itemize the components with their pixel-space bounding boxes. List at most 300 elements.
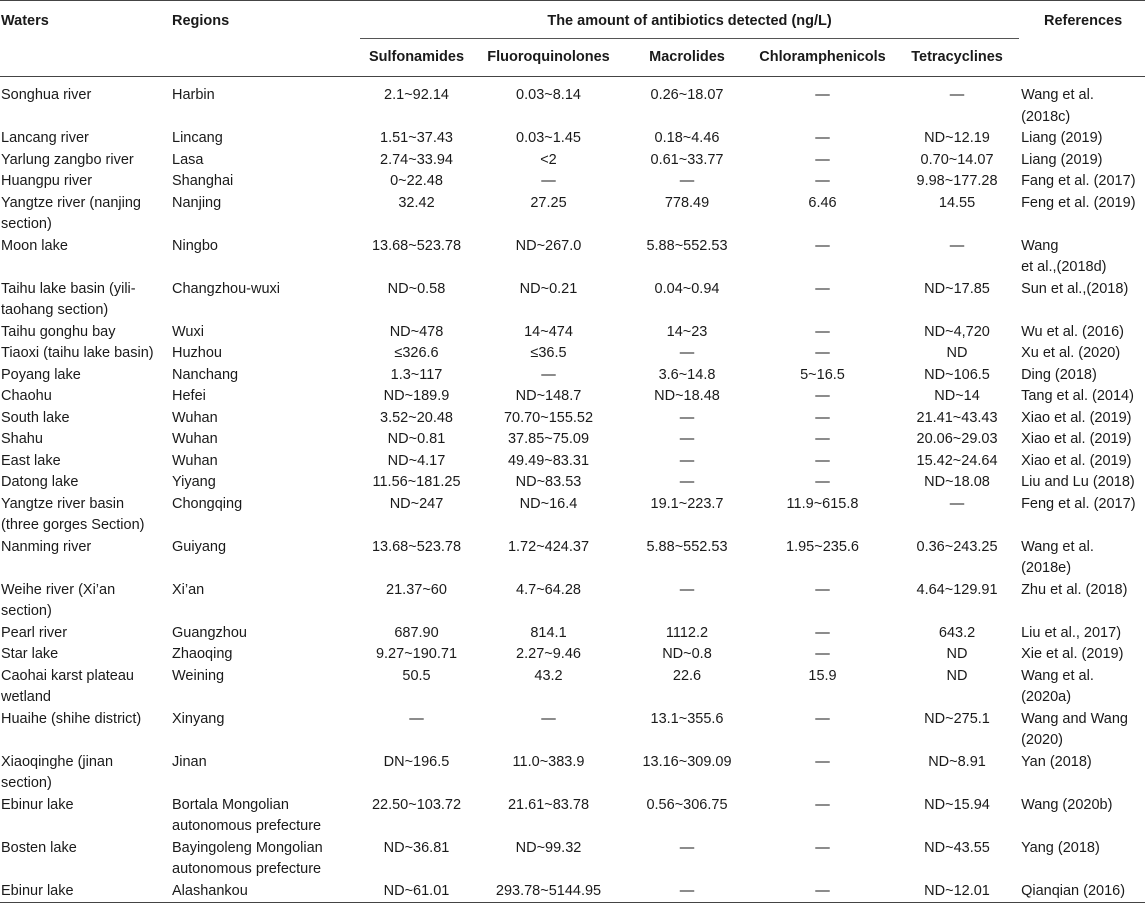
cell-chloramphenicols: —	[815, 581, 830, 598]
cell-waters	[0, 193, 172, 236]
cell-macrolides: 0.56~306.75	[646, 796, 728, 813]
cell-waters	[0, 881, 172, 903]
cell-tetracyclines: 9.98~177.28	[916, 173, 998, 189]
cell-chloramphenicols: —	[815, 710, 830, 727]
cell-macrolides: 0.18~4.46	[654, 130, 720, 146]
cell-reference-line: Liu et al., 2017)	[1021, 624, 1122, 641]
cell-region-line: autonomous prefecture	[172, 818, 322, 834]
cell-reference-line: Wang and Wang	[1021, 710, 1128, 727]
cell-macrolides: 13.1~355.6	[650, 710, 724, 727]
cell-chloramphenicols: —	[815, 839, 830, 856]
cell-region-line: Hefei	[172, 388, 206, 404]
cell-fluoroquinolones: 0.03~1.45	[516, 130, 581, 146]
cell-region-line: Wuhan	[172, 452, 218, 469]
cell-fluoroquinolones: ND~99.32	[515, 839, 582, 856]
cell-macrolides: 5.88~552.53	[646, 237, 728, 254]
cell-chloramphenicols: 15.9	[808, 667, 837, 684]
cell-region-line: Weining	[172, 667, 225, 684]
cell-chloramphenicols: —	[815, 624, 830, 641]
cell-fluoroquinolones: 814.1	[530, 624, 567, 641]
cell-region-line: Bayingoleng Mongolian	[172, 839, 323, 856]
cell-tetracyclines: ND	[946, 646, 968, 662]
cell-region	[172, 128, 360, 150]
table-row	[0, 494, 1145, 537]
cell-tetracyclines: —	[949, 495, 965, 512]
cell-waters-line: Nanming river	[1, 538, 92, 555]
cell-chloramphenicols: —	[815, 474, 830, 490]
header-sulfonamides: Sulfonamides	[368, 48, 465, 65]
cell-tetracyclines: 0.36~243.25	[916, 538, 998, 555]
cell-sulfonamides: 13.68~523.78	[371, 237, 462, 254]
cell-reference-line: Fang et al. (2017)	[1021, 173, 1136, 189]
cell-waters-line: Lancang river	[1, 130, 89, 146]
cell-reference	[1019, 494, 1145, 537]
cell-region-line: Yiyang	[172, 474, 216, 490]
cell-chloramphenicols: —	[815, 409, 830, 426]
cell-reference	[1019, 365, 1145, 387]
cell-sulfonamides: 1.3~117	[390, 366, 443, 383]
cell-sulfonamides: 687.90	[394, 624, 439, 641]
cell-region	[172, 386, 360, 408]
cell-region	[172, 494, 360, 537]
cell-reference-line: Sun et al.,(2018)	[1021, 280, 1129, 297]
cell-reference	[1019, 279, 1145, 322]
cell-region	[172, 150, 360, 172]
cell-waters	[0, 429, 172, 451]
cell-waters	[0, 322, 172, 344]
cell-fluoroquinolones: ND~0.21	[519, 280, 578, 297]
cell-reference	[1019, 386, 1145, 408]
cell-region-line: Shanghai	[172, 173, 234, 189]
cell-chloramphenicols: —	[815, 130, 830, 146]
cell-waters-line: East lake	[1, 452, 61, 469]
cell-waters-line: section)	[1, 216, 52, 232]
cell-macrolides: —	[679, 839, 695, 856]
cell-sulfonamides: ND~0.58	[387, 280, 446, 297]
cell-reference	[1019, 580, 1145, 623]
cell-tetracyclines: ND~12.01	[895, 881, 1019, 903]
cell-reference-line: Liang (2019)	[1021, 151, 1103, 168]
cell-waters-line: wetland	[1, 689, 51, 705]
cell-waters-line: (three gorges Section)	[1, 517, 145, 533]
cell-fluoroquinolones: 4.7~64.28	[516, 581, 581, 598]
cell-region	[172, 752, 360, 795]
cell-waters-line: Yangtze river basin	[1, 495, 125, 512]
cell-waters-line: Xiaoqinghe (jinan	[1, 753, 114, 770]
cell-reference-line: Xie et al. (2019)	[1021, 646, 1124, 662]
cell-reference	[1019, 150, 1145, 172]
cell-chloramphenicols: —	[815, 796, 830, 813]
cell-sulfonamides: DN~196.5	[383, 753, 450, 770]
cell-fluoroquinolones: 293.78~5144.95	[473, 881, 624, 903]
table-row	[0, 537, 1145, 580]
cell-region-line: Changzhou-wuxi	[172, 280, 281, 297]
cell-reference-line: Liang (2019)	[1021, 130, 1103, 146]
header-tetracyclines: Tetracyclines	[911, 48, 1003, 65]
cell-fluoroquinolones: ND~148.7	[515, 388, 582, 404]
cell-reference-line: Yan (2018)	[1021, 753, 1092, 770]
cell-macrolides: 19.1~223.7	[650, 495, 724, 512]
cell-chloramphenicols: —	[815, 753, 830, 770]
cell-sulfonamides: 50.5	[402, 667, 431, 684]
cell-macrolides: —	[679, 409, 695, 426]
cell-tetracyclines: ND~8.91	[928, 753, 986, 770]
cell-macrolides: —	[679, 345, 695, 361]
cell-reference	[1019, 881, 1145, 903]
cell-waters-line: Huangpu river	[1, 173, 93, 189]
cell-waters	[0, 494, 172, 537]
cell-tetracyclines: ND	[946, 667, 968, 684]
cell-reference-line: Liu and Lu (2018)	[1021, 474, 1135, 490]
table-row	[0, 85, 1145, 128]
cell-macrolides: 778.49	[664, 194, 710, 211]
cell-reference-line: (2018c)	[1021, 108, 1071, 125]
cell-sulfonamides: ND~4.17	[387, 452, 446, 469]
cell-region-line: Wuxi	[172, 323, 204, 340]
cell-chloramphenicols: —	[750, 881, 895, 903]
cell-reference-line: Ding (2018)	[1021, 366, 1097, 383]
table-row	[0, 644, 1145, 666]
cell-tetracyclines: ND~12.19	[924, 130, 990, 146]
cell-waters-line: Songhua river	[1, 87, 92, 103]
cell-region	[172, 451, 360, 473]
cell-tetracyclines: 20.06~29.03	[916, 431, 998, 447]
cell-region	[172, 881, 360, 903]
cell-region-line: Wuhan	[172, 409, 218, 426]
cell-reference	[1019, 472, 1145, 494]
cell-reference	[1019, 838, 1145, 881]
table-row	[0, 343, 1145, 365]
header-fluoroquinolones: Fluoroquinolones	[487, 48, 610, 65]
cell-macrolides: —	[679, 581, 695, 598]
cell-region-line: Xinyang	[172, 710, 225, 727]
cell-tetracyclines: —	[949, 237, 965, 254]
cell-chloramphenicols: —	[815, 452, 830, 469]
cell-reference-line: Feng et al. (2019)	[1021, 194, 1136, 211]
cell-macrolides: —	[679, 431, 695, 447]
cell-fluoroquinolones: ND~16.4	[519, 495, 578, 512]
cell-sulfonamides: ND~36.81	[383, 839, 450, 856]
cell-sulfonamides: 2.74~33.94	[380, 151, 453, 168]
cell-waters-line: Pearl river	[1, 624, 68, 641]
cell-chloramphenicols: —	[815, 646, 830, 662]
cell-macrolides: —	[679, 173, 695, 189]
cell-macrolides: 22.6	[672, 667, 702, 684]
cell-macrolides: 3.6~14.8	[658, 366, 716, 383]
cell-reference	[1019, 752, 1145, 795]
cell-waters	[0, 580, 172, 623]
cell-waters	[0, 709, 172, 752]
cell-region	[172, 537, 360, 580]
cell-chloramphenicols: —	[815, 237, 830, 254]
cell-region-line: Harbin	[172, 87, 215, 103]
cell-reference-line: Wang et al.	[1021, 538, 1094, 555]
cell-waters-line: taohang section)	[1, 302, 109, 318]
cell-sulfonamides: 11.56~181.25	[372, 474, 461, 490]
cell-fluoroquinolones: 27.25	[530, 194, 567, 211]
header-row-1	[0, 1, 1145, 39]
cell-sulfonamides: 3.52~20.48	[380, 409, 453, 426]
cell-waters	[0, 386, 172, 408]
cell-reference	[1019, 795, 1145, 838]
cell-region	[172, 429, 360, 451]
cell-fluoroquinolones: ≤36.5	[530, 345, 567, 361]
cell-region	[172, 236, 360, 279]
cell-waters-line: section)	[1, 775, 52, 791]
cell-macrolides: ND~0.8	[662, 646, 712, 662]
cell-region-line: Wuhan	[172, 431, 218, 447]
cell-fluoroquinolones: 70.70~155.52	[503, 409, 594, 426]
cell-region-line: Zhaoqing	[172, 646, 233, 662]
cell-waters	[0, 752, 172, 795]
cell-region	[172, 365, 360, 387]
cell-tetracyclines: ND~106.5	[924, 366, 990, 383]
cell-region-line: Guiyang	[172, 538, 227, 555]
cell-region	[172, 193, 360, 236]
cell-tetracyclines: 0.70~14.07	[920, 151, 994, 168]
cell-waters	[0, 838, 172, 881]
cell-waters-line: Chaohu	[1, 388, 52, 404]
cell-chloramphenicols: —	[815, 345, 830, 361]
cell-waters	[0, 408, 172, 430]
cell-waters	[0, 795, 172, 838]
table-row	[0, 709, 1145, 752]
cell-sulfonamides: 9.27~190.71	[375, 646, 458, 662]
table-row	[0, 365, 1145, 387]
table-row	[0, 580, 1145, 623]
cell-reference-line: Xu et al. (2020)	[1021, 345, 1121, 361]
cell-sulfonamides: 2.1~92.14	[384, 87, 449, 103]
cell-reference-line: (2020)	[1021, 732, 1063, 748]
cell-waters-line: section)	[1, 603, 52, 619]
cell-reference	[1019, 408, 1145, 430]
cell-macrolides: 5.88~552.53	[646, 538, 728, 555]
cell-region-line: Lasa	[172, 151, 204, 168]
cell-macrolides: —	[624, 881, 750, 903]
cell-chloramphenicols: —	[815, 280, 830, 297]
cell-region	[172, 709, 360, 752]
cell-region-line: Huzhou	[172, 345, 222, 361]
cell-reference	[1019, 236, 1145, 279]
cell-fluoroquinolones: 43.2	[534, 667, 563, 684]
header-macrolides: Macrolides	[649, 48, 725, 65]
cell-region-line: Nanchang	[172, 366, 239, 383]
cell-waters-line: Shahu	[1, 431, 43, 447]
cell-chloramphenicols: 11.9~615.8	[786, 495, 859, 512]
cell-waters-line: Yangtze river (nanjing	[1, 194, 141, 211]
cell-reference-line: Xiao et al. (2019)	[1021, 409, 1132, 426]
cell-macrolides: 1112.2	[665, 624, 709, 641]
cell-region	[172, 322, 360, 344]
cell-sulfonamides: ND~61.01	[360, 881, 473, 903]
cell-region-line: Lincang	[172, 130, 223, 146]
cell-fluoroquinolones: ND~267.0	[515, 237, 582, 254]
table-row	[0, 472, 1145, 494]
table-row	[0, 150, 1145, 172]
table-row	[0, 408, 1145, 430]
cell-waters-line: Weihe river (Xi’an	[1, 581, 116, 598]
cell-region	[172, 279, 360, 322]
cell-region-line: Jinan	[172, 753, 207, 770]
cell-waters	[0, 236, 172, 279]
cell-sulfonamides: 13.68~523.78	[371, 538, 462, 555]
table-row	[0, 881, 1145, 903]
cell-waters-line: Datong lake	[1, 474, 79, 490]
cell-reference	[1019, 666, 1145, 709]
cell-waters	[0, 644, 172, 666]
cell-reference-line: (2018e)	[1021, 560, 1072, 576]
cell-fluoroquinolones: —	[541, 173, 556, 189]
cell-region	[172, 85, 360, 128]
cell-sulfonamides: ND~478	[389, 323, 444, 340]
cell-waters-line: Ebinur lake	[1, 796, 74, 813]
cell-waters-line: Taihu lake basin (yili-	[1, 280, 136, 297]
cell-waters	[0, 623, 172, 645]
table-row	[0, 386, 1145, 408]
header-antibiotics-group: The amount of antibiotics detected (ng/L)	[360, 1, 1019, 39]
cell-waters	[0, 171, 172, 193]
cell-reference-line: Wang et al.	[1021, 667, 1094, 684]
cell-region	[172, 838, 360, 881]
cell-region-line: Chongqing	[172, 495, 243, 512]
cell-waters	[0, 128, 172, 150]
table-row	[0, 193, 1145, 236]
cell-sulfonamides: 21.37~60	[386, 581, 447, 598]
cell-sulfonamides: 22.50~103.72	[371, 796, 462, 813]
cell-chloramphenicols: 1.95~235.6	[786, 538, 859, 555]
cell-macrolides: 14~23	[666, 323, 708, 340]
cell-waters	[0, 472, 172, 494]
cell-reference	[1019, 644, 1145, 666]
cell-waters-line: Huaihe (shihe district)	[1, 710, 142, 727]
cell-macrolides: 13.16~309.09	[642, 753, 732, 770]
header-waters: Waters	[1, 13, 49, 29]
table-row	[0, 128, 1145, 150]
table-row	[0, 236, 1145, 279]
table-row	[0, 623, 1145, 645]
cell-tetracyclines: 4.64~129.91	[916, 581, 998, 598]
cell-waters	[0, 365, 172, 387]
cell-chloramphenicols: —	[815, 87, 830, 103]
cell-tetracyclines: ND	[946, 345, 968, 361]
cell-reference-line: Yang (2018)	[1021, 839, 1100, 856]
cell-reference	[1019, 623, 1145, 645]
cell-waters	[0, 343, 172, 365]
cell-reference-line: Tang et al. (2014)	[1021, 388, 1134, 404]
cell-region	[172, 171, 360, 193]
cell-waters-line: Star lake	[1, 646, 59, 662]
cell-chloramphenicols: —	[815, 431, 830, 447]
cell-sulfonamides: ND~0.81	[387, 431, 446, 447]
cell-region	[172, 472, 360, 494]
cell-reference	[1019, 85, 1145, 128]
cell-sulfonamides: ≤326.6	[394, 345, 439, 361]
cell-waters-line: Ebinur lake	[1, 882, 74, 899]
cell-reference	[1019, 451, 1145, 473]
cell-region-line: Nanjing	[172, 194, 222, 211]
header-chloramphenicols: Chloramphenicols	[759, 48, 886, 65]
cell-waters-line: Tiaoxi (taihu lake basin)	[1, 345, 154, 361]
cell-reference-line: Wang	[1021, 237, 1059, 254]
table-row	[0, 666, 1145, 709]
cell-waters	[0, 85, 172, 128]
table-row	[0, 322, 1145, 344]
cell-waters-line: South lake	[1, 409, 70, 426]
cell-fluoroquinolones: 21.61~83.78	[507, 796, 590, 813]
cell-region-line: Alashankou	[172, 882, 248, 899]
cell-reference-line: Zhu et al. (2018)	[1021, 581, 1128, 598]
cell-sulfonamides: ND~247	[389, 495, 444, 512]
cell-region	[172, 580, 360, 623]
cell-macrolides: —	[679, 474, 695, 490]
table-row	[0, 451, 1145, 473]
cell-waters-line: Taihu gonghu bay	[1, 323, 116, 340]
cell-region	[172, 623, 360, 645]
cell-macrolides: —	[679, 452, 695, 469]
cell-reference-line: (2020a)	[1021, 689, 1072, 705]
cell-tetracyclines: ND~17.85	[924, 280, 990, 297]
cell-fluoroquinolones: ND~83.53	[515, 474, 582, 490]
cell-chloramphenicols: —	[815, 323, 830, 340]
cell-region	[172, 795, 360, 838]
cell-tetracyclines: 15.42~24.64	[916, 452, 998, 469]
cell-fluoroquinolones: <2	[540, 151, 557, 168]
cell-tetracyclines: ND~4,720	[924, 323, 990, 340]
cell-reference	[1019, 343, 1145, 365]
cell-reference	[1019, 322, 1145, 344]
cell-fluoroquinolones: 1.72~424.37	[507, 538, 590, 555]
cell-fluoroquinolones: 2.27~9.46	[516, 646, 581, 662]
cell-chloramphenicols: 6.46	[808, 194, 837, 211]
cell-tetracyclines: ND~14	[934, 388, 980, 404]
cell-tetracyclines: ND~18.08	[924, 474, 990, 490]
cell-region-line: autonomous prefecture	[172, 861, 322, 877]
cell-tetracyclines: ND~43.55	[924, 839, 990, 856]
cell-sulfonamides: 0~22.48	[390, 173, 443, 189]
cell-reference	[1019, 171, 1145, 193]
cell-waters	[0, 451, 172, 473]
cell-region	[172, 666, 360, 709]
cell-reference-line: Qianqian (2016)	[1021, 882, 1126, 899]
table-row	[0, 171, 1145, 193]
cell-tetracyclines: 14.55	[938, 194, 976, 211]
cell-reference-line: Xiao et al. (2019)	[1021, 431, 1132, 447]
cell-fluoroquinolones: 0.03~8.14	[516, 87, 581, 103]
cell-chloramphenicols: —	[815, 388, 830, 404]
cell-reference-line: et al.,(2018d)	[1021, 259, 1107, 275]
cell-waters	[0, 537, 172, 580]
cell-reference	[1019, 537, 1145, 580]
cell-region	[172, 644, 360, 666]
cell-macrolides: 0.26~18.07	[650, 87, 724, 103]
cell-fluoroquinolones: —	[541, 366, 556, 383]
cell-reference-line: Wang (2020b)	[1021, 796, 1113, 813]
table-row	[0, 838, 1145, 881]
table-row	[0, 752, 1145, 795]
cell-reference-line: Wang et al.	[1021, 87, 1094, 103]
cell-region-line: Xi’an	[172, 581, 205, 598]
cell-waters-line: Yarlung zangbo river	[1, 151, 134, 168]
cell-tetracyclines: ND~15.94	[924, 796, 990, 813]
cell-waters	[0, 150, 172, 172]
cell-reference-line: Wu et al. (2016)	[1021, 323, 1124, 340]
header-regions: Regions	[172, 13, 230, 29]
cell-region-line: Ningbo	[172, 237, 218, 254]
cell-fluoroquinolones: 11.0~383.9	[512, 753, 585, 770]
cell-waters-line: Bosten lake	[1, 839, 77, 856]
cell-tetracyclines: ND~275.1	[924, 710, 990, 727]
cell-waters-line: Caohai karst plateau	[1, 667, 134, 684]
